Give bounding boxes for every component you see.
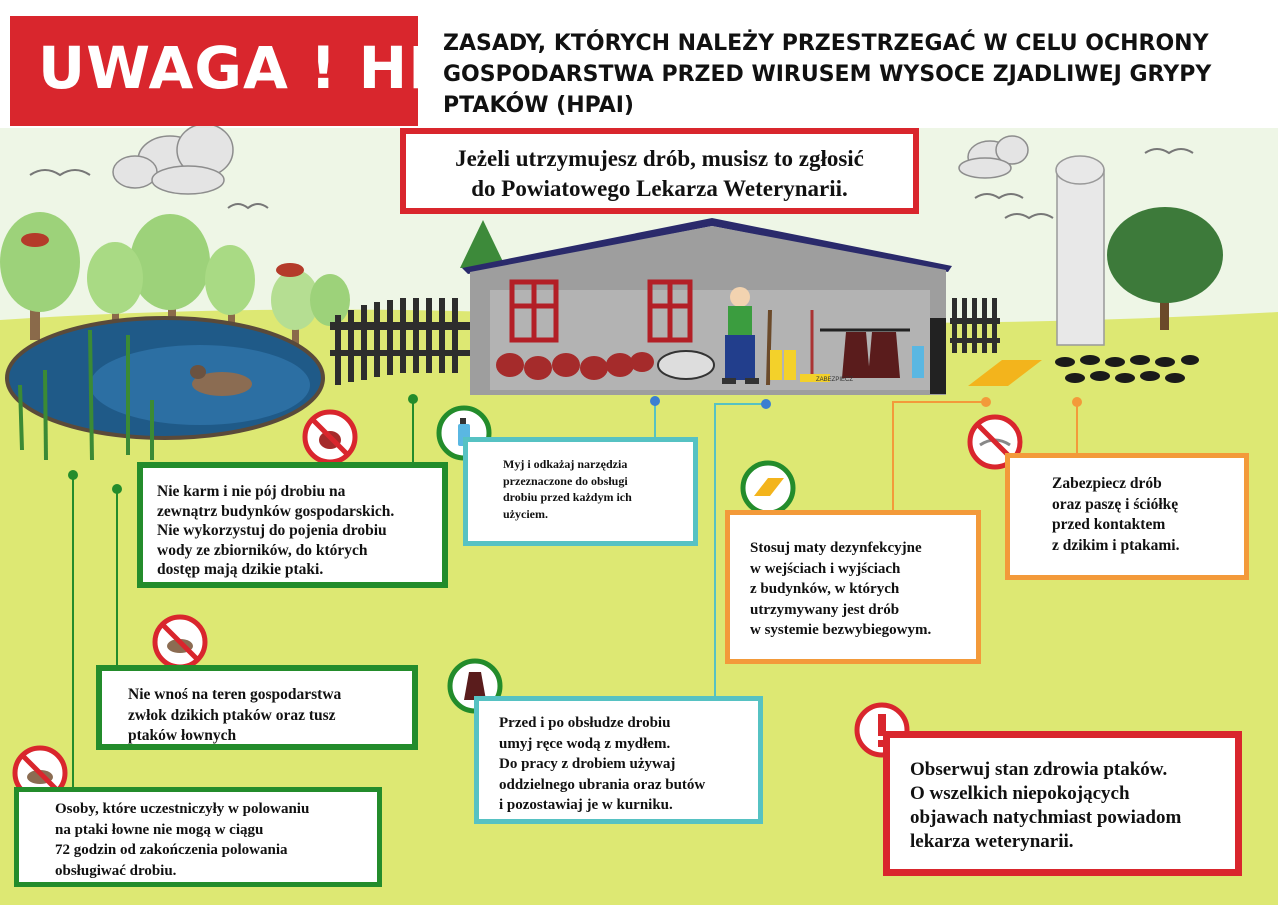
- rule-protect: Zabezpiecz drób oraz paszę i ściółkę przed kontaktem z dzikim i ptakami.: [1005, 453, 1249, 580]
- rule-disinfection-mats: Stosuj maty dezynfekcyjne w wejściach i wyjściach z budynków, w których utrzymywany jest drób w systemie bezwybiegowym.: [725, 510, 981, 664]
- rule-hunters: Osoby, które uczestniczyły w polowaniu na ptaki łowne nie mogą w ciągu 72 godzin od zakończenia polowania obsługiwać drobiu.: [14, 787, 382, 887]
- mat-label: ZABEZPIECZ: [816, 377, 854, 383]
- page-title: UWAGA ! HPAI: [38, 34, 515, 102]
- no-duck-carcass-icon: [155, 617, 205, 667]
- silo: [1056, 156, 1104, 345]
- rule-observe-health: Obserwuj stan zdrowia ptaków. O wszelkich niepokojących objawach natychmiast powiadom lekarza weterynarii.: [883, 731, 1242, 876]
- page-subtitle: ZASADY, KTÓRYCH NALEŻY PRZESTRZEGAĆ W CELU OCHRONY GOSPODARSTWA PRZED WIRUSEM WYSOCE ZJADLIWEJ GRYPY PTAKÓW (HPAI): [443, 31, 1212, 118]
- rule-carcasses: Nie wnoś na teren gospodarstwa zwłok dzikich ptaków oraz tusz ptaków łownych: [96, 665, 418, 750]
- rule-disinfect-tools: Myj i odkażaj narzędzia przeznaczone do obsługi drobiu przed każdym ich użyciem.: [463, 437, 698, 546]
- disinfection-mat-icon: [743, 463, 793, 513]
- rule-hands: Przed i po obsłudze drobiu umyj ręce wodą z mydłem. Do pracy z drobiem używaj oddzielnego ubrania oraz butów i pozostawiaj je w kurniku.: [474, 696, 763, 824]
- no-chicken-feeding-icon: [305, 412, 355, 462]
- rule-feeding: Nie karm i nie pój drobiu na zewnątrz budynków gospodarskich. Nie wykorzystuj do pojenia drobiu wody ze zbiorników, do których dostęp mają dzikie ptaki.: [137, 462, 448, 588]
- notice-registration: Jeżeli utrzymujesz drób, musisz to zgłosić do Powiatowego Lekarza Weterynarii.: [400, 128, 919, 214]
